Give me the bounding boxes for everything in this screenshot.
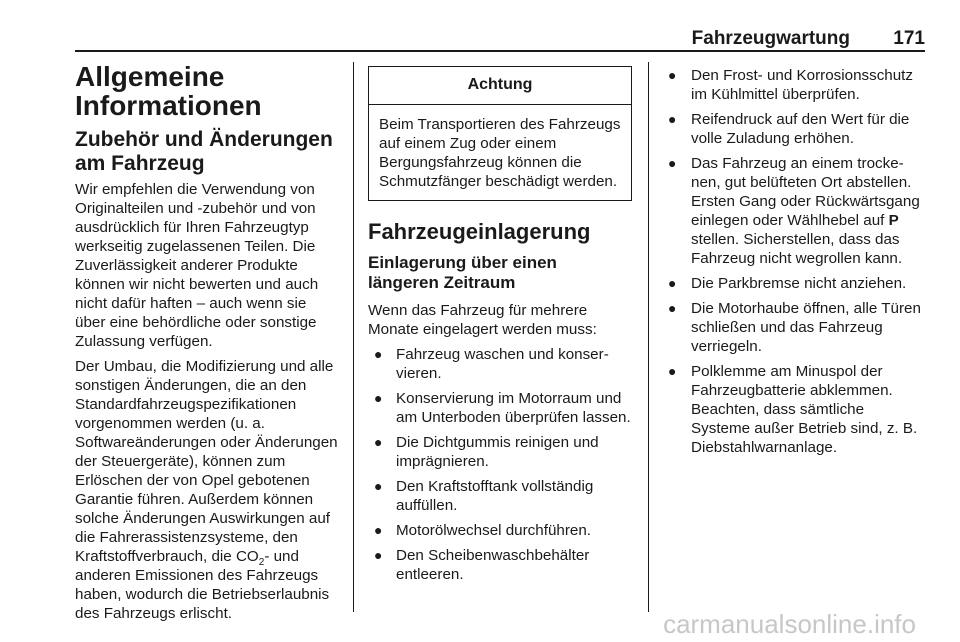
bullet-icon: ● xyxy=(668,111,677,127)
paragraph: Wir empfehlen die Verwendung von Originalteilen und -zubehör und von ausdrücklich für Ihren Fahrzeugtyp werkseitig zugelassenen Teilen. Die Zuverlässigkeit anderer Produkte können wir nicht bewerten und auch nicht dafür haften – auch wenn sie über eine behördliche oder sonstige Zulassung verfügen. xyxy=(75,181,319,350)
paragraph: Wenn das Fahrzeug für mehrere Monate eingelagert werden muss: xyxy=(368,302,597,338)
caution-text: Beim Transportieren des Fahrzeugs auf einem Zug oder einem Bergungsfahrzeug können die Schmutzfänger beschädigt werden. xyxy=(379,116,621,190)
list-item: ● Die Dichtgummis reinigen und imprägnieren. xyxy=(374,434,599,470)
watermark: carmanualsonline.info xyxy=(663,609,916,639)
section-heading: Zubehör und Änderungen am Fahrzeug xyxy=(75,128,333,175)
paragraph: Der Umbau, die Modifizierung und alle sonstigen Änderungen, die an den Standardfahrzeugspezifikationen vorgenommen werden (u. a. Softwareänderungen oder Änderungen der Steuergeräte), können zum Erlöschen der von Opel gebotenen Garantie führen. Außerdem können solche Änderungen Auswirkungen auf die Fahrerassistenzsysteme, den Kraftstoffverbrauch, die $CO_2-$ und anderen Emissionen des Fahrzeugs haben, wodurch die Betriebserlaubnis des Fahrzeugs erlischt. xyxy=(75,358,338,622)
caution-box xyxy=(368,66,632,201)
caution-title: Achtung xyxy=(369,67,631,105)
chapter-heading: Allgemeine Informationen xyxy=(75,61,262,121)
list-item: ● Das Fahrzeug an einem trockenen, gut belüfteten Ort abstellen. Ersten Gang oder Rückwärtsgang einlegen oder Wählhebel auf P stellen. Sicherstellen, dass das Fahrzeug nicht wegrollen kann. xyxy=(668,155,920,267)
bullet-icon: ● xyxy=(374,434,383,450)
column-3 xyxy=(664,62,926,463)
column-divider xyxy=(353,62,354,612)
list-item: ● Konservierung im Motorraum und am Unterboden überprüfen lassen. xyxy=(374,390,631,426)
subscript: 2 xyxy=(258,557,265,569)
list-item: ● Den Kraftstofftank vollständig auffüllen. xyxy=(374,478,594,514)
bullet-icon: ● xyxy=(374,522,383,538)
bullet-icon: ● xyxy=(374,478,383,494)
section-title: Fahrzeugwartung xyxy=(691,28,850,49)
page-number: 171 xyxy=(893,28,925,49)
list-item: ● Fahrzeug waschen und konservieren. xyxy=(374,346,609,382)
bullet-icon: ● xyxy=(374,390,383,406)
list-item: ● Den Frost- und Korrosionsschutz im Kühlmittel überprüfen. xyxy=(668,67,913,103)
list-item: ● Motorölwechsel durchführen. xyxy=(374,522,592,539)
page-header xyxy=(75,24,925,52)
bullet-list xyxy=(664,66,926,457)
gear-position-label: P xyxy=(888,212,899,229)
list-item: ● Die Motorhaube öffnen, alle Türen schließen und das Fahrzeug verriegeln. xyxy=(668,300,921,355)
column-divider xyxy=(648,62,649,612)
list-item: ● Den Scheibenwaschbehälter entleeren. xyxy=(374,547,590,583)
bullet-icon: ● xyxy=(668,300,677,316)
section-heading: Fahrzeugeinlagerung xyxy=(368,219,591,244)
bullet-list xyxy=(368,345,632,584)
column-1 xyxy=(75,62,340,629)
column-2 xyxy=(368,62,632,590)
bullet-icon: ● xyxy=(668,155,677,171)
list-item: ● Reifendruck auf den Wert für die volle Zuladung erhöhen. xyxy=(668,111,910,147)
bullet-icon: ● xyxy=(374,346,383,362)
bullet-icon: ● xyxy=(374,547,383,563)
list-item: ● Die Parkbremse nicht anziehen. xyxy=(668,275,907,292)
bullet-icon: ● xyxy=(668,67,677,83)
bullet-icon: ● xyxy=(668,363,677,379)
list-item: ● Polklemme am Minuspol der Fahrzeugbatterie abklemmen. Beachten, dass sämtliche Systeme außer Betrieb sind, z. B. Diebstahlwarnanlage. xyxy=(668,363,918,456)
subsection-heading: Einlagerung über einen längeren Zeitraum xyxy=(368,253,557,292)
bullet-icon: ● xyxy=(668,275,677,291)
